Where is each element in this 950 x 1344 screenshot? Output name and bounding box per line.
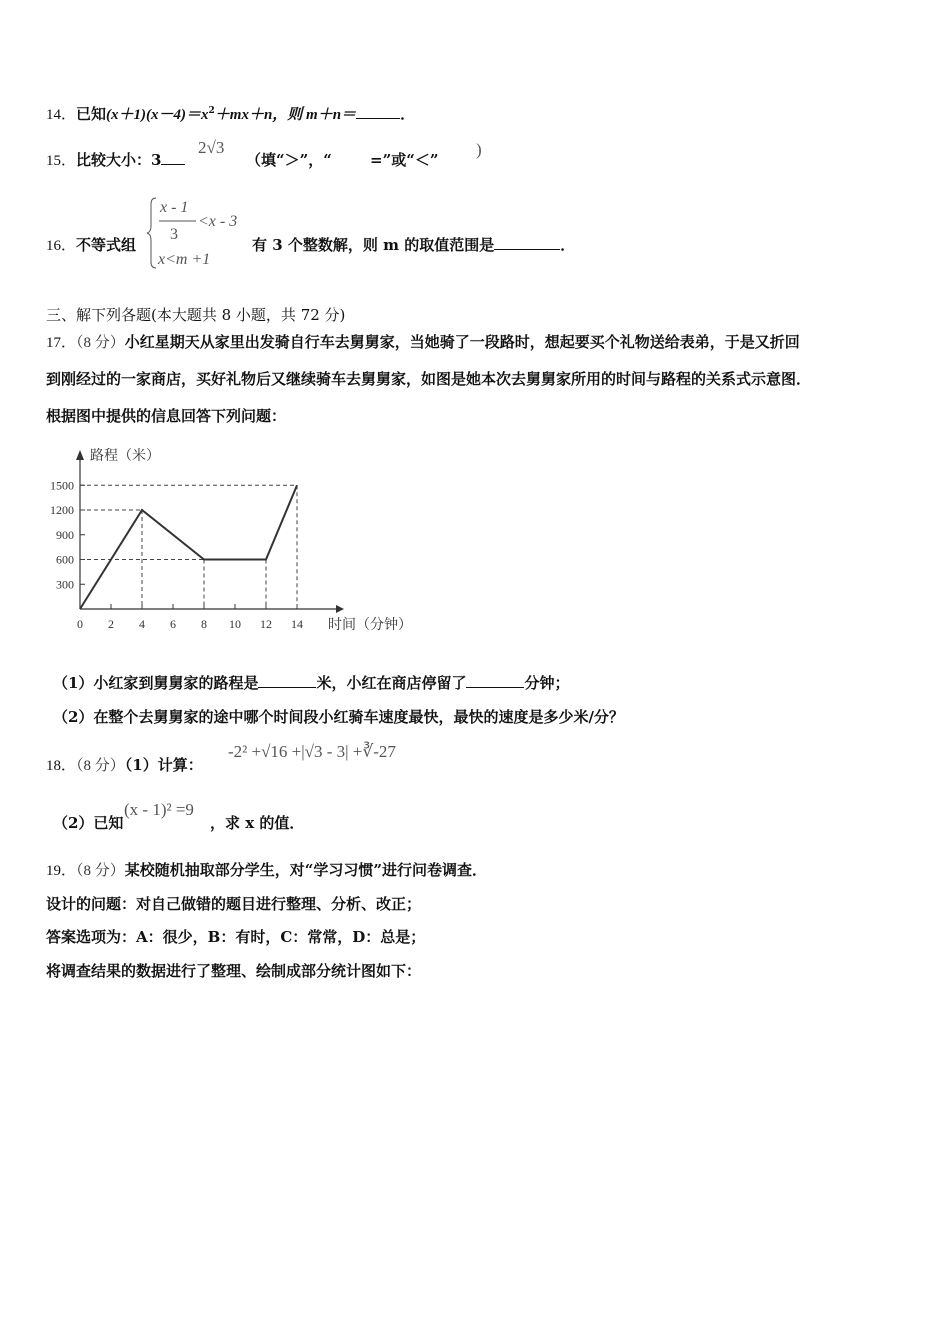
series-line-distance: [80, 485, 297, 609]
q16-suffix-text: 有 3 个整数解，则 m 的取值范围是: [252, 236, 495, 254]
x-tick-label: 12: [260, 617, 272, 631]
answer-blank[interactable]: [494, 235, 560, 250]
x-tick-label: 2: [108, 617, 114, 631]
answer-blank[interactable]: [466, 673, 524, 688]
q17-text-1: 小红星期天从家里出发骑自行车去舅舅家，当她骑了一段路时，想起要买个礼物送给表弟，于是又折回: [124, 333, 800, 351]
answer-blank[interactable]: [258, 673, 316, 688]
q15-suffix-2: =”或“＜”: [370, 151, 439, 169]
q17-part-1: [53, 672, 569, 693]
y-tick-label: 300: [56, 577, 74, 592]
question-score: （8 分）: [76, 335, 125, 351]
x-tick-label: 10: [229, 617, 241, 631]
question-number: 14．: [46, 107, 77, 123]
question-number: 17．: [46, 335, 77, 351]
y-axis-label: 路程（米）: [90, 449, 160, 464]
q17-text-2: 到刚经过的一家商店，买好礼物后又继续骑车去舅舅家，如图是她本次去舅舅家所用的时间与路程的关系式示意图．: [46, 370, 812, 388]
ineq1-denominator: 3: [170, 226, 178, 243]
distance-time-chart: [40, 440, 440, 640]
q18-equation: (x - 1)² =9: [124, 800, 194, 819]
question-number: 16．: [46, 238, 77, 254]
x-axis-label: 时间（分钟）: [328, 618, 412, 633]
answer-blank[interactable]: [356, 104, 400, 119]
y-tick-label: 1500: [50, 478, 74, 493]
q15-math-2sqrt3: 2√3: [198, 138, 225, 157]
q16-suffix: [252, 234, 575, 255]
x-tick-label: 0: [77, 617, 83, 631]
x-tick-label: 14: [291, 617, 303, 631]
y-tick-label: 1200: [50, 503, 74, 517]
ineq1-numerator: x - 1: [160, 199, 189, 216]
q18-expression: -2² +√16 +|√3 - 3| +∛-27: [228, 742, 396, 761]
q19-text-1: 某校随机抽取部分学生，对“学习习惯”进行问卷调查．: [124, 861, 488, 879]
question-15: [46, 149, 185, 170]
q16-end: ．: [560, 236, 576, 254]
question-number: 15．: [46, 153, 77, 169]
question-19: [46, 859, 487, 880]
part1-text-c: 分钟；: [524, 674, 570, 692]
q19-text-4: 将调查结果的数据进行了整理、绘制成部分统计图如下：: [46, 962, 422, 980]
left-brace: [147, 198, 156, 268]
chart-axes: [76, 447, 412, 633]
ineq2: x<m +1: [158, 251, 211, 268]
y-tick-label: 900: [56, 527, 74, 542]
part1-text-b: 米，小红在商店停留了: [316, 674, 467, 692]
q15-prefix: 比较大小：3: [76, 151, 162, 169]
q14-expr-2: ＋mx＋n，则 m＋n＝: [214, 107, 357, 123]
question-number: 18．: [46, 758, 77, 774]
q17-text-3: 根据图中提供的信息回答下列问题：: [46, 407, 287, 425]
x-axis-arrow: [336, 605, 344, 613]
section-title: 三、解下列各题(本大题共 8 小题，共 72 分): [46, 306, 346, 324]
q14-expr-1: (x＋1)(x－4)＝x: [106, 107, 209, 123]
y-axis-arrow: [76, 450, 84, 460]
question-14: [46, 103, 415, 124]
x-tick-label: 8: [201, 617, 207, 631]
q17-part-2: （2）在整个去舅舅家的途中哪个时间段小红骑车速度最快，最快的速度是多少米/分？: [53, 708, 624, 726]
q19-text-2: 设计的问题：对自己做错的题目进行整理、分析、改正；: [46, 895, 422, 913]
answer-blank[interactable]: [161, 150, 185, 165]
ineq1-rhs: <x - 3: [198, 213, 238, 230]
q14-prefix: 已知: [76, 105, 107, 123]
question-18: [46, 754, 203, 775]
q19-text-3: 答案选项为：A：很少，B：有时，C：常常，D：总是；: [46, 928, 426, 946]
q14-end: ．: [400, 105, 416, 123]
q15-suffix-1: （填“＞”，“: [246, 151, 332, 169]
q14-sup: 2: [208, 106, 215, 116]
question-16: [46, 234, 136, 255]
q16-prefix: 不等式组: [76, 236, 137, 254]
q15-close-paren: ): [476, 140, 482, 159]
y-tick-label: 600: [56, 552, 74, 567]
part1-text-a: （1）小红家到舅舅家的路程是: [53, 674, 259, 692]
q18-part1: （1）计算：: [124, 756, 203, 774]
x-tick-label: 6: [170, 617, 176, 631]
question-17: [46, 331, 800, 352]
question-score: （8 分）: [76, 863, 125, 879]
q18-part2: （2）已知: [53, 814, 124, 832]
x-tick-label: 4: [139, 617, 145, 631]
q16-inequality-system: [146, 194, 250, 272]
q18-part2-end: ，求 x 的值．: [210, 814, 305, 832]
question-score: （8 分）: [76, 758, 125, 774]
question-number: 19．: [46, 863, 77, 879]
